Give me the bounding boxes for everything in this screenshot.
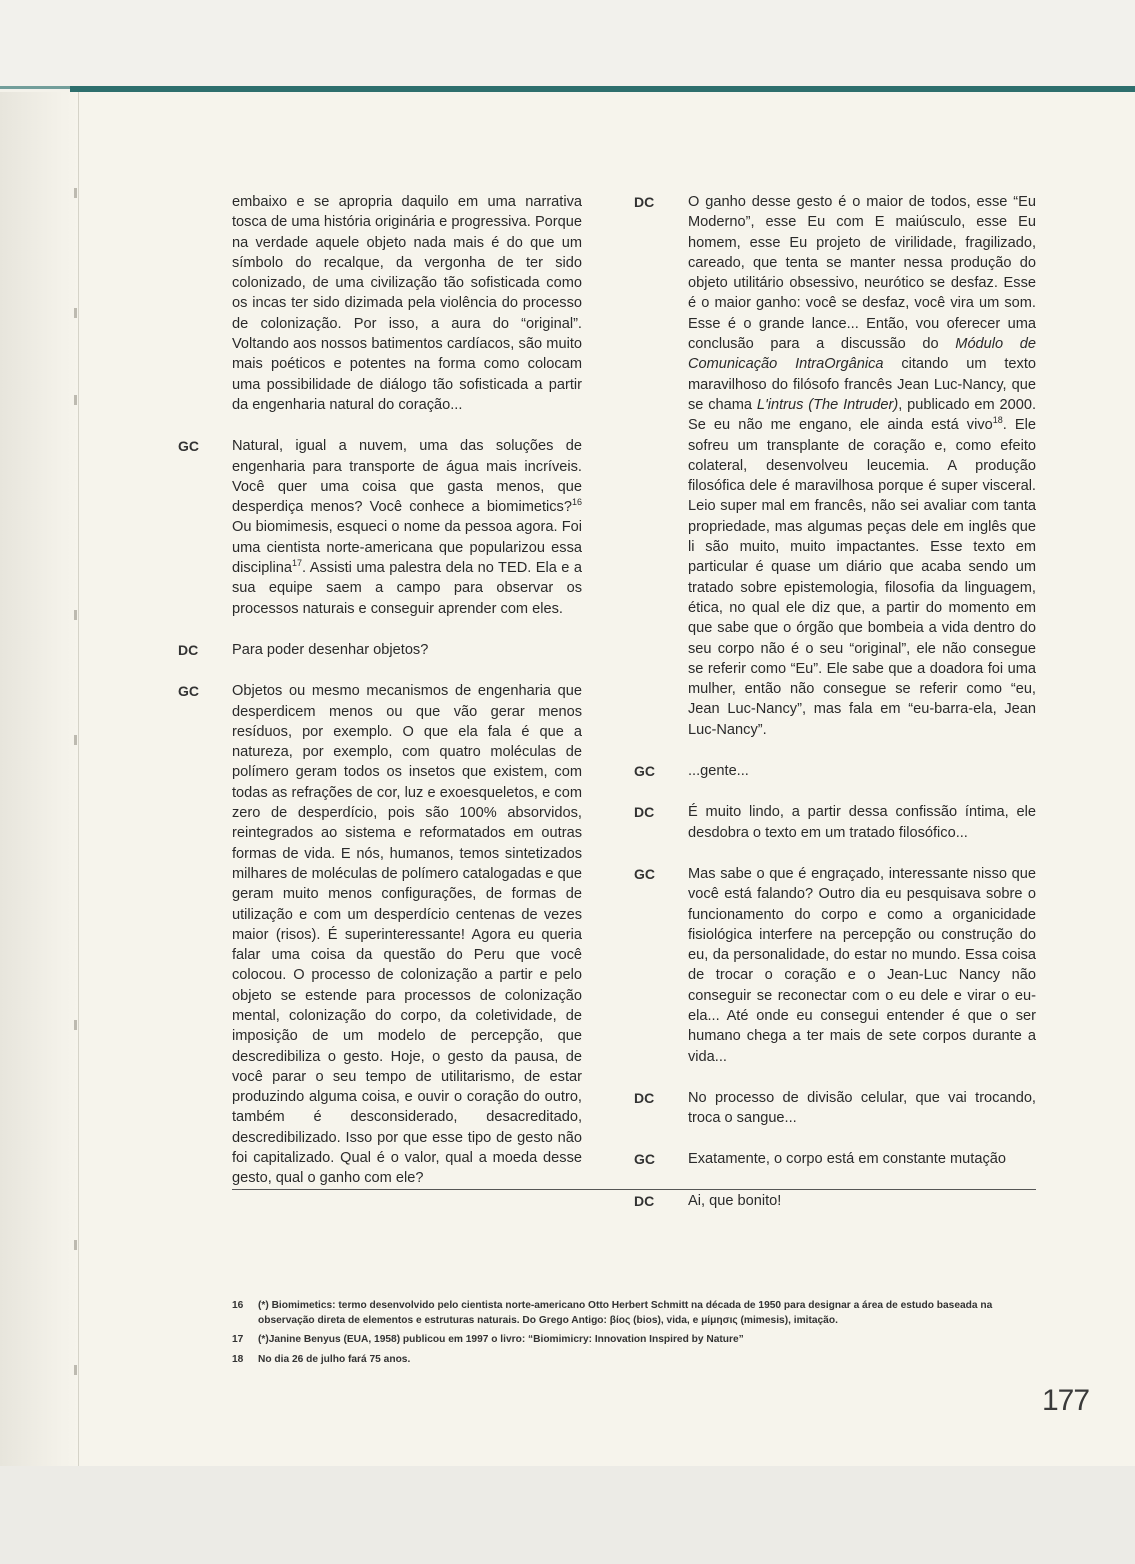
- dialogue-text: Objetos ou mesmo mecanismos de engenharia que desperdicem menos ou que vão gerar menos resíduos, por exemplo. O que ela fala é que a natureza, por exemplo, com quatro moléculas de polímero geram todos os insetos que existem, com todas as refrações de cor, luz e exoesqueletos, e com zero de desperdício, pois são 100% absorvidos, reintegrados ao sistema e reformatados em outras formas de vida. E nós, humanos, temos sintetizados milhares de moléculas de polímero catalogadas e que geram muito menos configurações, de formas de utilização e com um desperdício centenas de vezes maior (risos). É superinteressante! Agora eu queria falar uma coisa da questão do Peru que você colocou. O processo de colonização a partir e pelo objeto se estende para processos de colonização mental, colonização do corpo, da coletividade, de imposição de um modelo de percepção, que descredibiliza o gesto. Hoje, o gesto da pausa, de você parar o seu tempo de utilitarismo, de estar produzindo alguma coisa, e ouvir o coração do outro, também é desconsiderado, desacreditado, descredibilizado. Isso por que esse tipo de gesto não foi capitalizado. Qual é o valor, qual a moeda desse gesto, qual o ganho com ele?: [232, 683, 582, 1187]
- binding-stitch: [74, 1020, 77, 1030]
- footnotes: [232, 1299, 1038, 1372]
- continued-paragraph: embaixo e se apropria daquilo em uma narrativa tosca de uma história originária e progressiva. Porque na verdade aquele objeto nada mais é do que um símbolo do recalque, da vergonha de ter sido colonizado, de uma civilização tão sofisticada como os incas ter sido dizimada pela violência do processo de colonização. Por isso, a aura do “original”. Voltando aos nossos batimentos cardíacos, são muito mais poéticos e potentes na forma como colocam uma possibilidade de diálogo tão sofisticada a partir da engenharia natural do coração...: [232, 194, 582, 413]
- dialogue-text: Ai, que bonito!: [688, 1192, 782, 1209]
- dialogue-entry: [178, 436, 582, 619]
- dialogue-text: O ganho desse gesto é o maior de todos, esse “Eu Moderno”, esse Eu com E maiúsculo, esse Eu homem, esse Eu projeto de virilidade, fragilizado, careado, que tenta se manter nessa produção do objeto utilitário obsessivo, neurótico se desfaz. Esse é o maior ganho: você se desfaz, você vira um som. Esse é o grande lance... Então, vou oferecer uma conclusão para a discussão do Módulo de Comunicação IntraOrgânica citando um texto maravilhoso do filósofo francês Jean Luc-Nancy, que se chama L'intrus (The Intruder), publicado em 2000. Se eu não me engano, ele ainda está vivo$^{18}$. Ele sofreu um transplante de coração e, como efeito colateral, desenvolveu leucemia. A produção filosófica dele é maravilhosa porque é super visceral. Leio super mal em francês, não sei avaliar com tanta propriedade, mas algumas peças dele em inglês que li são muito, muito impactantes. Esse texto em particular é quase um diário que acaba sendo um tratado sobre epistemologia, filosofia da linguagem, ética, no qual ele diz que, a partir do momento em que sabe que o órgão que bombeia a vida dentro do seu corpo não é o seu “original”, ele não consegue se referir como “Eu”. Ele sabe que a doadora foi uma mulher, então não consegue se referir como “eu, Jean Luc-Nancy”, mas fala em “eu-barra-ela, Jean Luc-Nancy”.: [688, 194, 1037, 738]
- binding-stitch: [74, 308, 77, 318]
- footnote-text: (*)Janine Benyus (EUA, 1958) publicou em 1997 o livro: “Biomimicry: Innovation Inspired by Nature”: [258, 1334, 744, 1345]
- speaker-label: GC: [634, 1151, 655, 1168]
- dialogue-entry: [634, 1191, 1036, 1211]
- footnote-text: No dia 26 de julho fará 75 anos.: [258, 1353, 411, 1365]
- right-column: [634, 192, 1036, 1232]
- binding-stitch: [74, 1240, 77, 1250]
- footnote-ref[interactable]: 17: [292, 558, 303, 569]
- dialogue-entry: [634, 864, 1036, 1067]
- page-number: 177: [1042, 1384, 1090, 1417]
- speaker-label: DC: [634, 1192, 655, 1209]
- footnote-number: 16: [232, 1300, 244, 1311]
- speaker-label: GC: [178, 683, 199, 700]
- footnote-text: (*) Biomimetics: termo desenvolvido pelo cientista norte-americano Otto Herbert Schmitt na década de 1950 para designar a área de estudo baseada na observação direta de elementos e estruturas naturais. Do Grego Antigo: βίος (bios), vida, e μίμησις (mimesis), imitação.: [258, 1300, 993, 1326]
- cover-edge-left: [0, 86, 70, 89]
- left-column: [178, 192, 582, 1210]
- footnote-number: 17: [232, 1334, 244, 1345]
- scan-background-bottom: [0, 1466, 1135, 1564]
- binding-stitch: [74, 1365, 77, 1375]
- footnote: [232, 1353, 1038, 1368]
- speaker-label: DC: [634, 194, 655, 210]
- footnote: [232, 1333, 1038, 1348]
- binding-stitch: [74, 735, 77, 745]
- dialogue-text: No processo de divisão celular, que vai trocando, troca o sangue...: [688, 1089, 1036, 1127]
- speaker-label: GC: [178, 438, 199, 455]
- dialogue-entry: [178, 640, 582, 660]
- dialogue-text: ...gente...: [688, 763, 749, 780]
- footnote-divider: [232, 1189, 1036, 1190]
- binding-stitch: [74, 188, 77, 198]
- dialogue-entry: [634, 1149, 1036, 1169]
- dialogue-text: Mas sabe o que é engraçado, interessante nisso que você está falando? Outro dia eu pesquisava sobre o funcionamento do corpo e como a organicidade fisiológica interfere na percepção ou construção do eu, da personalidade, do estar no mundo. Essa coisa de trocar o coração e o Jean-Luc Nancy não conseguir se reconectar com o eu dele e virar o eu-ela... Até onde eu consegui entender é que o ser humano chega a ter mais de sete corpos durante a vida...: [688, 865, 1036, 1065]
- dialogue-text: Para poder desenhar objetos?: [232, 641, 429, 658]
- italic-title: Módulo de Comunicação IntraOrgânica: [688, 336, 1036, 373]
- footnote-ref[interactable]: 16: [571, 497, 582, 508]
- dialogue-entry: [634, 802, 1036, 843]
- dialogue-text: Exatamente, o corpo está em constante mutação: [688, 1151, 1006, 1168]
- speaker-label: DC: [178, 641, 199, 658]
- dialogue-entry: [634, 192, 1036, 740]
- speaker-label: DC: [634, 1089, 655, 1106]
- dialogue-text: Natural, igual a nuvem, uma das soluções de engenharia para transporte de água mais incríveis. Você quer uma coisa que gasta menos, que desperdiça menos? Você conhece a biomimetics?$^{16}$ Ou biomimesis, esqueci o nome da pessoa agora. Foi uma cientista norte-americana que popularizou essa disciplina$^{17}$. Assisti uma palestra dela no TED. Ela e a sua equipe saem a campo para observar os processos naturais e conseguir aprender com eles.: [232, 438, 582, 617]
- speaker-label: GC: [634, 763, 655, 780]
- dialogue-entry: [634, 761, 1036, 781]
- footnote-number: 18: [232, 1353, 244, 1365]
- spine-fold: [78, 92, 79, 1466]
- book-spine: [0, 92, 80, 1466]
- dialogue-entry: [634, 1088, 1036, 1129]
- binding-stitch: [74, 610, 77, 620]
- binding-stitch: [74, 395, 77, 405]
- speaker-label: GC: [634, 865, 655, 882]
- scan-background-top: [0, 0, 1135, 90]
- speaker-label: DC: [634, 804, 655, 821]
- dialogue-text: É muito lindo, a partir dessa confissão íntima, ele desdobra o texto em um tratado filosófico...: [688, 804, 1036, 841]
- dialogue-entry: [178, 681, 582, 1188]
- italic-title: L'intrus (The Intruder): [756, 396, 899, 413]
- footnote: [232, 1299, 1038, 1328]
- footnote-ref[interactable]: 18: [992, 415, 1003, 426]
